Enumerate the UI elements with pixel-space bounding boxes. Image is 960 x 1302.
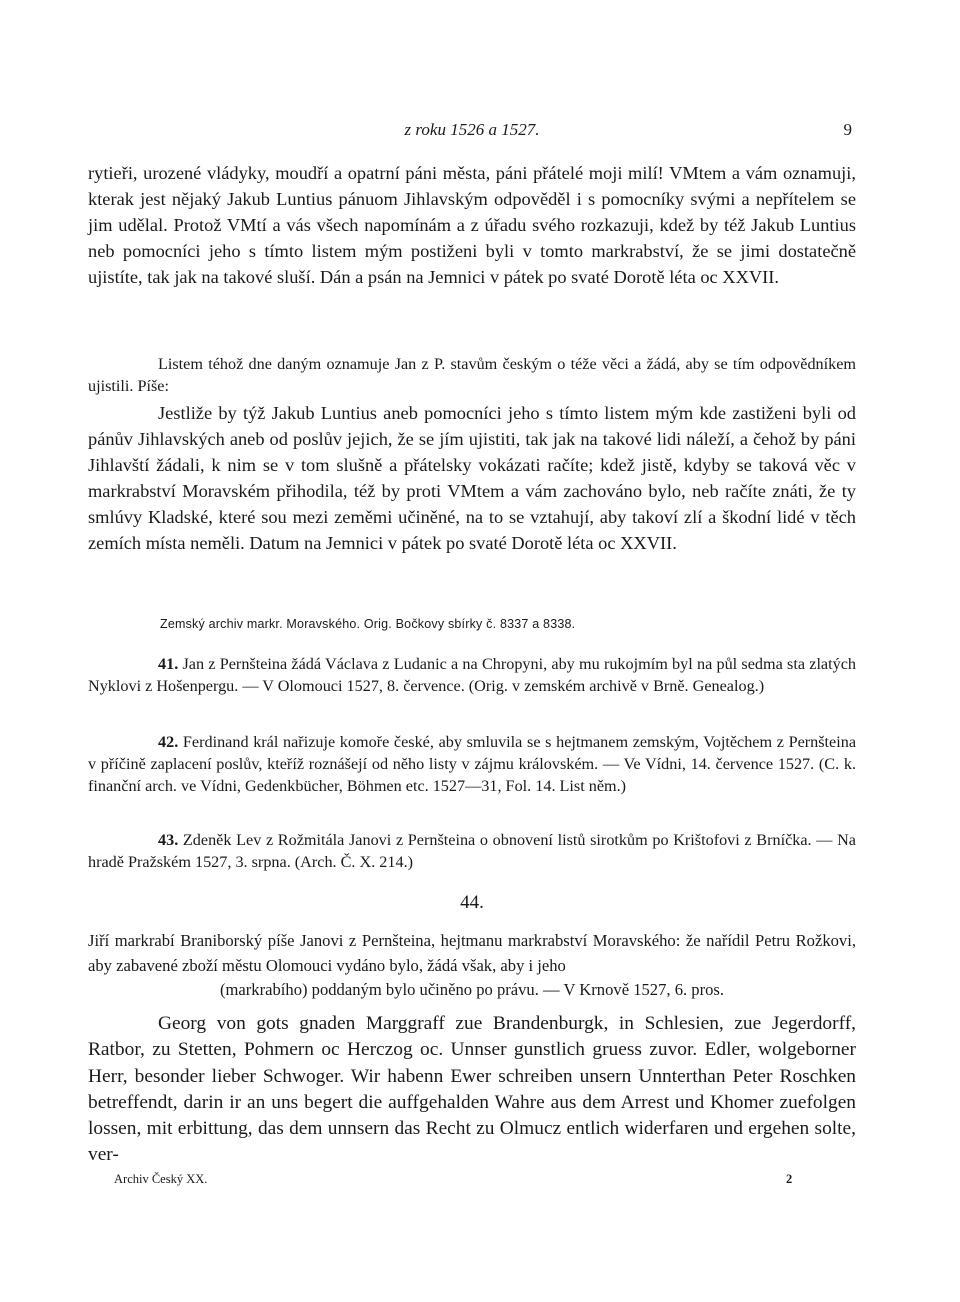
page-number: 9 (843, 120, 852, 139)
letter-text-2: Jestliže by týž Jakub Luntius aneb pomocníci jeho s tímto listem mým kde zastiženi byli od pánův Jihlavských aneb od poslův jejich, že se jím ujistiti, tak jak na takové lidi náleží, a čehož by páni Jihlavští žádali, k nim se v tom slušně a přátelsky vokázati račíte; kdež jistě, kdyby se taková věc v markrabství Moravském přihodila, též by proti VMtem a vám zachováno bylo, neb račíte znáti, že ty smlúvy Kladské, které sou mezi zeměmi učiněné, na to se vztahují, aby takoví zlí a škodní lidé v těch zemích místa neměli. Datum na Jemnici v pátek po svaté Dorotě léta oc XXVII. (88, 403, 856, 553)
regest-text: Zdeněk Lev z Rožmitála Janovi z Pernšteina o obnovení listů sirotkům po Krištofovi z Brníčka. — Na hradě Pražském 1527, 3. srpna. (Arch. Č. X. 214.) (88, 831, 856, 871)
editor-note (88, 353, 856, 397)
german-text: Georg von gots gnaden Marggraff zue Brandenburgk, in Schlesien, zue Jegerdorff, Ratbor, zu Stetten, Pohmern oc Herczog oc. Unnser gunstlich gruess zuvor. Edler, wolgeborner Herr, besonder lieber Schwoger. Wir habenn Ewer schreiben unsern Unnterthan Peter Roschken betreffendt, darin ir an uns begert die auffgehalden Wahre aus dem Arrest und Khomer zuefolgen lossen, mit erbittung, das dem unnsern das Recht zu Olmucz entlich widerfaren und ergehen solte, ver- (88, 1013, 856, 1166)
regest-paragraph (88, 653, 856, 697)
letter-text: rytieři, urozené vládyky, moudří a opatrní páni města, páni přátelé moji milí! VMtem a vám oznamuji, kterak jest nějaký Jakub Luntius pánuom Jihlavským odpověděl i s pomocníky svými a nepřítelem se jim udělal. Protož VMtí a vás všech napomínám a z úřadu svého rozkazuji, kdež by též Jakub Luntius neb pomocníci jeho s tímto listem mým postiženi byli v tomto markrabství, že se jimi dostatečně ujistíte, tak jak na takové sluší. Dán a psán na Jemnici v pátek po svaté Dorotě léta oc XXVII. (88, 163, 856, 287)
document-summary (88, 929, 856, 1003)
regest-42 (88, 731, 856, 797)
note-text: Listem téhož dne daným oznamuje Jan z P. stavům českým o téže věci a žádá, aby se tím odpovědníkem ujistili. Píše: (88, 355, 856, 395)
regest-number: 43. (158, 831, 179, 849)
regest-paragraph (88, 731, 856, 797)
archival-source: Zemský archiv markr. Moravského. Orig. Bočkovy sbírky č. 8337 a 8338. (160, 617, 576, 631)
regest-41 (88, 653, 856, 697)
summary-last-line: (markrabího) poddaným bylo učiněno po právu. — V Krnově 1527, 6. pros. (219, 980, 725, 999)
document-number: 44. (460, 892, 484, 913)
signature-mark: Archiv Český XX. (114, 1172, 208, 1186)
regest-43 (88, 829, 856, 873)
regest-number: 41. (158, 655, 179, 673)
summary-text: Jiří markrabí Braniborský píše Janovi z Pernšteina, hejtmanu markrabství Moravského: že nařídil Petru Rožkovi, aby zabavené zboží městu Olomouci vydáno bylo, žádá však, aby i jeho (88, 931, 856, 975)
document-page (88, 0, 856, 1302)
regest-number: 42. (158, 733, 179, 751)
regest-text: Ferdinand král nařizuje komoře české, aby smluvila se s hejtmanem zemským, Vojtěchem z Pernšteina v příčině zaplacení poslův, kteříž roznášejí od něho listy v zájmu královském. — Ve Vídni, 14. července 1527. (C. k. finanční arch. ve Vídni, Gedenkbücher, Böhmen etc. 1527—31, Fol. 14. List něm.) (88, 733, 857, 795)
sheet-number: 2 (786, 1172, 793, 1186)
running-head: z roku 1526 a 1527. (404, 120, 540, 139)
german-letter (88, 1011, 856, 1169)
letter-paragraph-1 (88, 160, 856, 290)
regest-text: Jan z Pernšteina žádá Václava z Ludanic a na Chropyni, aby mu rukojmím byl na půl sedma sta zlatých Nyklovi z Hošenpergu. — V Olomouci 1527, 8. července. (Orig. v zemském archivě v Brně. Genealog.) (88, 655, 856, 695)
letter-paragraph-2 (88, 400, 856, 556)
regest-paragraph (88, 829, 856, 873)
page-header (88, 120, 856, 144)
